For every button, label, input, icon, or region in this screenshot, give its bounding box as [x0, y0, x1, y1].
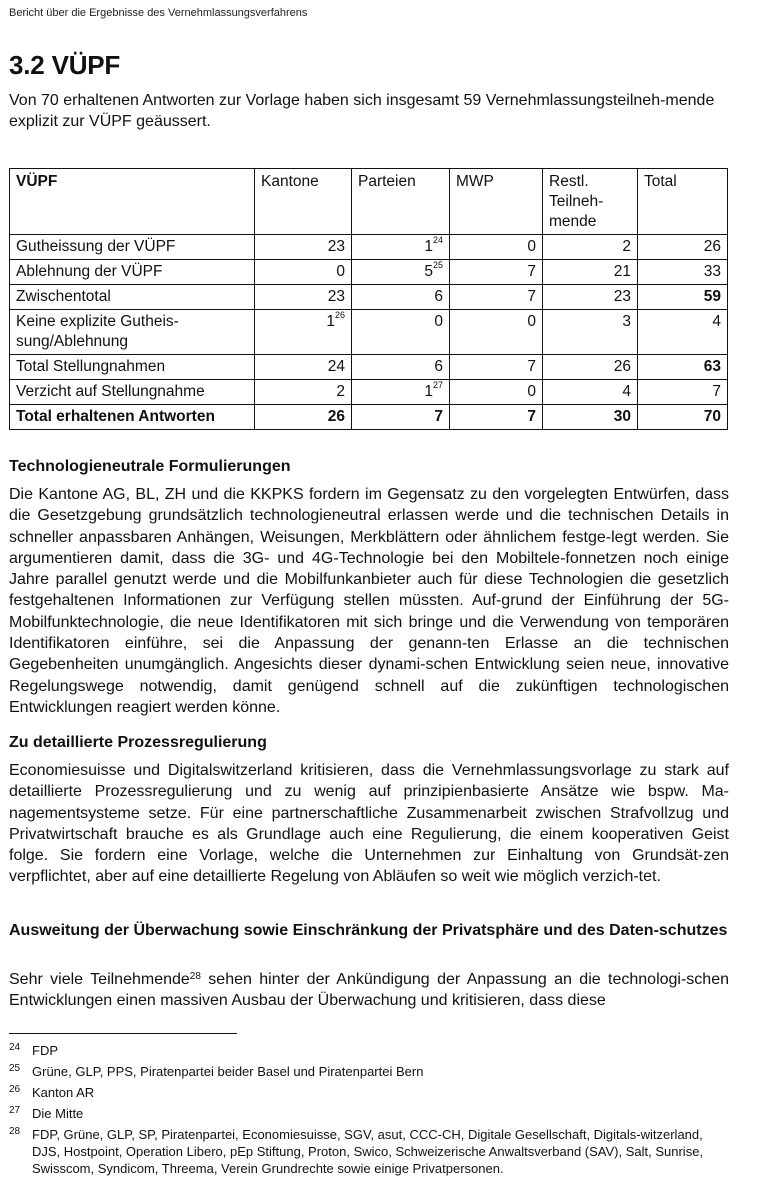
footnote-number: 28	[9, 1126, 21, 1137]
cell-total: 26	[638, 235, 728, 260]
cell-parteien: $1^{24}$	[352, 235, 450, 260]
table-row	[10, 355, 728, 380]
footnote-ref[interactable]: 25	[432, 260, 443, 270]
cell-kantone: 23	[255, 285, 352, 310]
table-row	[10, 310, 728, 355]
footnote-text: FDP, Grüne, GLP, SP, Piratenpartei, Economiesuisse, SGV, asut, CCC-CH, Digitale Gesellschaft, Digitals-witzerland, DJS, Hostpoint, Operation Libero, pEp Stiftung, Proton, Swico, Schweizerische Anwaltsverband (SAV), Salt, Sunrise, Swisscom, Syndicom, Threema, Verein Grundrechte sowie einige Privatpersonen.	[32, 1127, 704, 1176]
cell-parteien: 0	[352, 310, 450, 355]
cell-kantone: 23	[255, 235, 352, 260]
table-row	[10, 285, 728, 310]
cell-parteien: $1^{27}$	[352, 380, 450, 405]
running-header: Bericht über die Ergebnisse des Vernehmlassungsverfahrens	[9, 7, 308, 19]
footnote-text: Die Mitte	[32, 1106, 84, 1121]
cell-restl: 21	[543, 260, 638, 285]
cell-kantone: 24	[255, 355, 352, 380]
column-header: Kantone	[255, 169, 352, 235]
body-paragraph: Economiesuisse und Digitalswitzerland kritisieren, dass die Vernehmlassungsvorlage zu stark auf detaillierte Prozessregulierung und zu wenig auf prinzipienbasierte Ansätze wie bspw. Ma-nagementsysteme setze. Für eine partnerschaftliche Zusammenarbeit zwischen Strafvollzug und Privatwirtschaft brauche es als Grundlage auch eine Regulierung, die einem kooperativen Geist folge. Sie fordern eine Vorlage, welche die Unternehmen zur Einhaltung von Grundsät-zen verpflichtet, aber auf eine detaillierte Regelung von Abläufen so weit wie möglich verzich-tet.	[9, 762, 729, 886]
body-paragraph: Sehr viele Teilnehmende$^{28}$ sehen hinter der Ankündigung der Anpassung an die technologi-schen Entwicklungen einen massiven Ausbau der Überwachung und kritisieren, dass diese	[9, 971, 729, 1010]
footnote-ref[interactable]: 27	[432, 380, 443, 390]
footnote-ref[interactable]: 24	[432, 235, 443, 245]
cell-kantone: $1^{26}$	[255, 310, 352, 355]
cell-mwp: 0	[450, 380, 543, 405]
column-header: Total	[638, 169, 728, 235]
subsection-heading: Ausweitung der Überwachung sowie Einschränkung der Privatsphäre und des Daten-schutzes	[9, 922, 728, 939]
footnote	[9, 1063, 729, 1080]
subsection-heading: Zu detaillierte Prozessregulierung	[9, 734, 267, 751]
footnote	[9, 1126, 729, 1177]
cell-restl: 26	[543, 355, 638, 380]
footnotes	[9, 1042, 729, 1181]
row-label: Ablehnung der VÜPF	[10, 260, 255, 285]
section-title: 3.2 VÜPF	[9, 50, 121, 80]
subsection-heading: Technologieneutrale Formulierungen	[9, 458, 291, 475]
row-label: Zwischentotal	[10, 285, 255, 310]
table-row	[10, 235, 728, 260]
cell-restl: 3	[543, 310, 638, 355]
intro-paragraph: Von 70 erhaltenen Antworten zur Vorlage haben sich insgesamt 59 Vernehmlassungsteilneh-mende explizit zur VÜPF geäussert.	[9, 92, 715, 130]
cell-parteien: $5^{25}$	[352, 260, 450, 285]
cell-parteien: 6	[352, 285, 450, 310]
table-row	[10, 260, 728, 285]
table-row	[10, 380, 728, 405]
cell-kantone: 0	[255, 260, 352, 285]
table-total-row	[10, 405, 728, 430]
footnote-number: 27	[9, 1105, 21, 1116]
cell-parteien: 6	[352, 355, 450, 380]
cell-mwp: 7	[450, 405, 543, 430]
results-table	[9, 168, 728, 430]
cell-parteien: 7	[352, 405, 450, 430]
cell-mwp: 0	[450, 310, 543, 355]
cell-total: 59	[638, 285, 728, 310]
footnote-number: 24	[9, 1042, 21, 1053]
row-label: Keine explizite Gutheis-sung/Ablehnung	[10, 310, 255, 355]
footnote-number: 25	[9, 1063, 21, 1074]
column-header: VÜPF	[10, 169, 255, 235]
cell-total: 33	[638, 260, 728, 285]
cell-mwp: 7	[450, 260, 543, 285]
table-header-row	[10, 169, 728, 235]
footnote-text: Grüne, GLP, PPS, Piratenpartei beider Basel und Piratenpartei Bern	[32, 1064, 424, 1079]
body-paragraph: Die Kantone AG, BL, ZH und die KKPKS fordern im Gegensatz zu den vorgelegten Entwürfen, dass die Gesetzgebung grundsätzlich technologieneutral erlassen werde und die technischen Details in schneller anpassbaren Anhängen, Weisungen, Merkblättern oder ähnlichem festge-legt werden. Sie argumentieren damit, dass die 3G- und 4G-Technologie bei den Mobiltele-fonnetzen noch einige Jahre parallel genutzt werde und die Mobilfunkanbieter auch für diese Technologien die gesetzlich festgehaltenen Informationen zur Verfügung stellen müssten. Auf-grund der Einführung der 5G-Mobilfunktechnologie, die neue Identifikatoren mit sich bringe und die Verwendung von temporären Identifikatoren einführe, sei die Anpassung der genann-ten Erlasse an die technischen Gegebenheiten unumgänglich. Angesichts dieser dynami-schen Entwicklung seien neue, innovative Regelungswege notwendig, damit genügend schnell auf die zukünftigen technologischen Entwicklungen reagiert werden könne.	[9, 486, 729, 716]
cell-restl: 2	[543, 235, 638, 260]
cell-total: 70	[638, 405, 728, 430]
cell-total: 4	[638, 310, 728, 355]
cell-total: 63	[638, 355, 728, 380]
footnote-text: FDP	[32, 1043, 58, 1058]
cell-mwp: 7	[450, 285, 543, 310]
footnote-ref[interactable]: 26	[334, 310, 345, 320]
footnote	[9, 1105, 729, 1122]
cell-restl: 23	[543, 285, 638, 310]
footnote-number: 26	[9, 1084, 21, 1095]
column-header: Restl. Teilneh-mende	[543, 169, 638, 235]
row-label: Gutheissung der VÜPF	[10, 235, 255, 260]
footnote-ref[interactable]: 28	[189, 971, 201, 982]
cell-kantone: 2	[255, 380, 352, 405]
row-label: Total erhaltenen Antworten	[10, 405, 255, 430]
row-label: Total Stellungnahmen	[10, 355, 255, 380]
column-header: MWP	[450, 169, 543, 235]
cell-total: 7	[638, 380, 728, 405]
footnote-divider	[9, 1033, 237, 1034]
footnote-text: Kanton AR	[32, 1085, 95, 1100]
footnote	[9, 1084, 729, 1101]
cell-mwp: 7	[450, 355, 543, 380]
footnote	[9, 1042, 729, 1059]
cell-restl: 30	[543, 405, 638, 430]
cell-restl: 4	[543, 380, 638, 405]
cell-kantone: 26	[255, 405, 352, 430]
cell-mwp: 0	[450, 235, 543, 260]
row-label: Verzicht auf Stellungnahme	[10, 380, 255, 405]
column-header: Parteien	[352, 169, 450, 235]
